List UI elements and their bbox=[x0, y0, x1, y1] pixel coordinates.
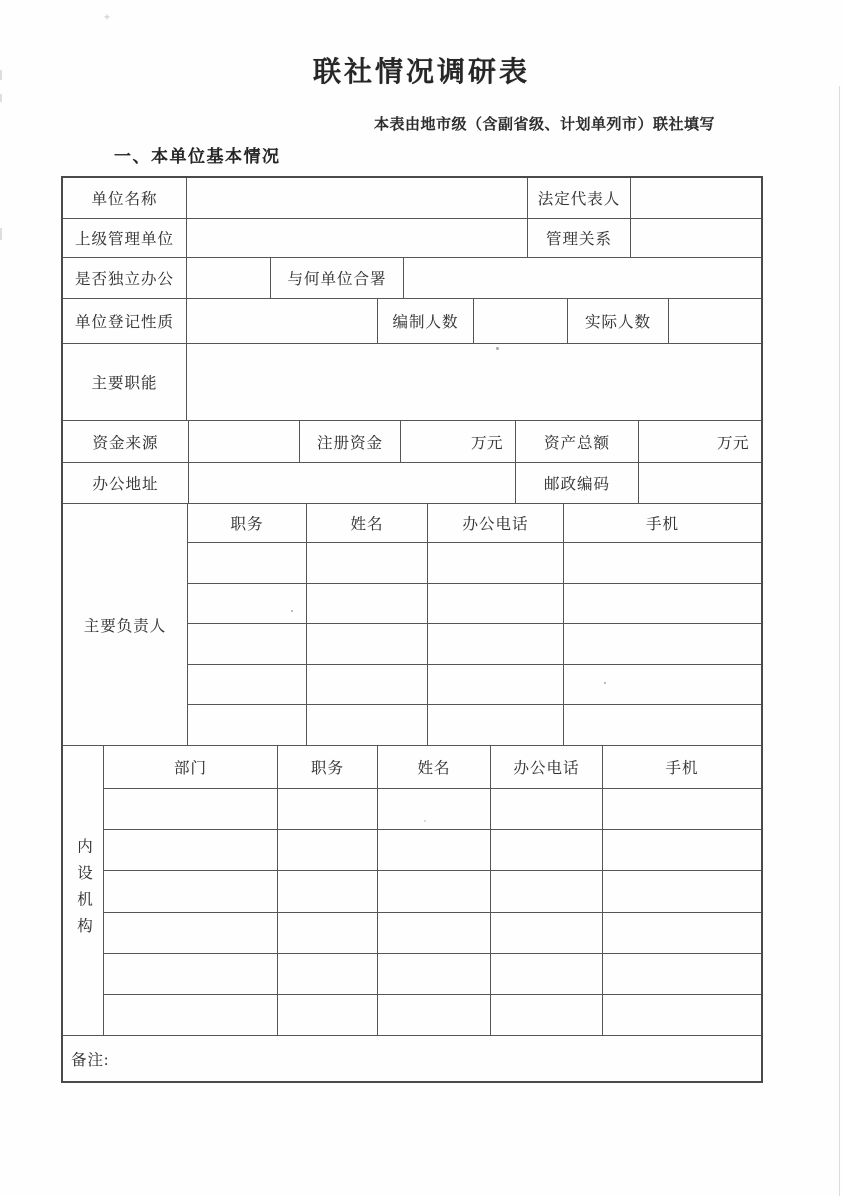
leaders-empty-row bbox=[188, 584, 761, 625]
funding-source-label: 资金来源 bbox=[63, 421, 189, 462]
leaders-empty-row bbox=[188, 665, 761, 706]
office-address-label: 办公地址 bbox=[63, 463, 189, 503]
departments-mobile-cell bbox=[603, 954, 761, 994]
leaders-empty-row bbox=[188, 705, 761, 745]
row-registration-type bbox=[63, 299, 761, 344]
leaders-position-cell bbox=[188, 665, 307, 705]
departments-office-phone-cell bbox=[491, 789, 603, 829]
leaders-position-cell bbox=[188, 584, 307, 624]
unit-name-value-cell bbox=[187, 178, 528, 218]
departments-department-cell bbox=[104, 830, 278, 870]
departments-department-cell bbox=[104, 913, 278, 953]
departments-office-phone-cell bbox=[491, 995, 603, 1035]
row-independent-office bbox=[63, 258, 761, 299]
independent-office-label: 是否独立办公 bbox=[63, 258, 187, 298]
leaders-position-cell bbox=[188, 705, 307, 745]
departments-empty-row bbox=[104, 830, 761, 871]
scan-edge-shadow bbox=[839, 86, 841, 1196]
total-assets-unit: 万元 bbox=[716, 434, 749, 452]
registered-capital-unit: 万元 bbox=[401, 421, 516, 462]
departments-header-row bbox=[104, 746, 761, 789]
leaders-header-row bbox=[188, 504, 761, 543]
legal-rep-value-cell bbox=[631, 178, 761, 218]
leaders-mobile-cell bbox=[564, 665, 761, 705]
main-functions-label: 主要职能 bbox=[63, 344, 187, 420]
row-remarks bbox=[63, 1036, 761, 1081]
registration-type-label: 单位登记性质 bbox=[63, 299, 187, 343]
departments-position-cell bbox=[278, 995, 378, 1035]
leaders-label: 主要负责人 bbox=[63, 504, 188, 745]
registration-type-value-cell bbox=[187, 299, 378, 343]
postal-code-value-cell bbox=[639, 463, 761, 503]
leaders-office-phone-cell bbox=[428, 665, 564, 705]
legal-rep-label: 法定代表人 bbox=[528, 178, 631, 218]
departments-name-cell bbox=[378, 954, 491, 994]
departments-mobile-cell bbox=[603, 789, 761, 829]
survey-table bbox=[61, 176, 763, 1083]
leaders-office-phone-cell bbox=[428, 543, 564, 583]
leaders-mobile-cell bbox=[564, 543, 761, 583]
row-superior-unit bbox=[63, 219, 761, 258]
departments-mobile-cell bbox=[603, 830, 761, 870]
departments-section bbox=[63, 746, 761, 1036]
registered-capital-label: 注册资金 bbox=[300, 421, 401, 462]
leaders-header-office-phone: 办公电话 bbox=[428, 504, 564, 542]
leaders-header-mobile: 手机 bbox=[645, 516, 679, 533]
superior-unit-value-cell bbox=[187, 219, 528, 257]
leaders-header-name: 姓名 bbox=[307, 504, 428, 542]
leaders-grid bbox=[188, 504, 761, 745]
leaders-empty-row bbox=[188, 624, 761, 665]
shared-office-label: 与何单位合署 bbox=[271, 258, 404, 298]
remarks-label: 备注: bbox=[71, 1051, 110, 1069]
leaders-section bbox=[63, 504, 761, 746]
departments-office-phone-cell bbox=[491, 830, 603, 870]
leaders-empty-row bbox=[188, 543, 761, 584]
row-unit-name bbox=[63, 178, 761, 219]
departments-position-cell bbox=[278, 871, 378, 911]
row-office-address bbox=[63, 463, 761, 504]
shared-office-value-cell bbox=[404, 258, 761, 298]
departments-label-cell bbox=[63, 746, 104, 1035]
departments-empty-row bbox=[104, 871, 761, 912]
departments-department-cell bbox=[104, 995, 278, 1035]
actual-staff-value-cell bbox=[669, 299, 761, 343]
leaders-position-cell bbox=[188, 543, 307, 583]
main-functions-value-cell bbox=[187, 344, 761, 420]
departments-header-position: 职务 bbox=[278, 746, 378, 788]
funding-source-value-cell bbox=[189, 421, 300, 462]
staff-quota-value-cell bbox=[474, 299, 568, 343]
scan-smudge bbox=[0, 94, 2, 102]
departments-label: 内设机构 bbox=[75, 837, 92, 944]
leaders-name-cell bbox=[307, 665, 428, 705]
leaders-name-cell bbox=[307, 543, 428, 583]
departments-department-cell bbox=[104, 789, 278, 829]
leaders-name-cell bbox=[307, 624, 428, 664]
leaders-header-position: 职务 bbox=[188, 504, 307, 542]
leaders-mobile-cell bbox=[564, 624, 761, 664]
departments-header-department: 部门 bbox=[104, 746, 278, 788]
departments-name-cell bbox=[378, 830, 491, 870]
departments-header-office-phone: 办公电话 bbox=[491, 746, 603, 788]
departments-header-name: 姓名 bbox=[378, 746, 491, 788]
departments-position-cell bbox=[278, 830, 378, 870]
departments-empty-row bbox=[104, 913, 761, 954]
departments-department-cell bbox=[104, 954, 278, 994]
leaders-mobile-cell bbox=[564, 705, 761, 745]
section-heading: 一、本单位基本情况 bbox=[114, 147, 281, 166]
departments-position-cell bbox=[278, 954, 378, 994]
departments-name-cell bbox=[378, 871, 491, 911]
leaders-name-cell bbox=[307, 584, 428, 624]
departments-empty-row bbox=[104, 954, 761, 995]
total-assets-label: 资产总额 bbox=[516, 421, 639, 462]
actual-staff-label: 实际人数 bbox=[568, 299, 669, 343]
departments-mobile-cell bbox=[603, 995, 761, 1035]
departments-name-cell bbox=[378, 913, 491, 953]
form-title: 联社情况调研表 bbox=[312, 57, 530, 88]
departments-empty-row bbox=[104, 995, 761, 1035]
departments-office-phone-cell bbox=[491, 954, 603, 994]
leaders-office-phone-cell bbox=[428, 705, 564, 745]
staff-quota-label: 编制人数 bbox=[378, 299, 474, 343]
postal-code-label: 邮政编码 bbox=[516, 463, 639, 503]
row-funding bbox=[63, 421, 761, 463]
mgmt-relation-label: 管理关系 bbox=[528, 219, 631, 257]
leaders-name-cell bbox=[307, 705, 428, 745]
departments-name-cell bbox=[378, 789, 491, 829]
departments-office-phone-cell bbox=[491, 913, 603, 953]
scan-smudge bbox=[0, 228, 2, 240]
departments-mobile-cell bbox=[603, 913, 761, 953]
leaders-position-cell bbox=[188, 624, 307, 664]
departments-mobile-cell bbox=[603, 871, 761, 911]
departments-name-cell bbox=[378, 995, 491, 1035]
leaders-mobile-cell bbox=[564, 584, 761, 624]
unit-name-label: 单位名称 bbox=[63, 178, 187, 218]
scan-plus-mark: + bbox=[104, 12, 111, 23]
departments-position-cell bbox=[278, 913, 378, 953]
superior-unit-label: 上级管理单位 bbox=[63, 219, 187, 257]
departments-position-cell bbox=[278, 789, 378, 829]
mgmt-relation-value-cell bbox=[631, 219, 761, 257]
row-main-functions bbox=[63, 344, 761, 421]
departments-empty-row bbox=[104, 789, 761, 830]
independent-office-value-cell bbox=[187, 258, 271, 298]
leaders-office-phone-cell bbox=[428, 624, 564, 664]
departments-grid bbox=[104, 746, 761, 1035]
leaders-office-phone-cell bbox=[428, 584, 564, 624]
office-address-value-cell bbox=[189, 463, 516, 503]
departments-office-phone-cell bbox=[491, 871, 603, 911]
departments-department-cell bbox=[104, 871, 278, 911]
departments-header-mobile: 手机 bbox=[665, 760, 699, 777]
form-subtitle: 本表由地市级（含副省级、计划单列市）联社填写 bbox=[374, 117, 716, 133]
